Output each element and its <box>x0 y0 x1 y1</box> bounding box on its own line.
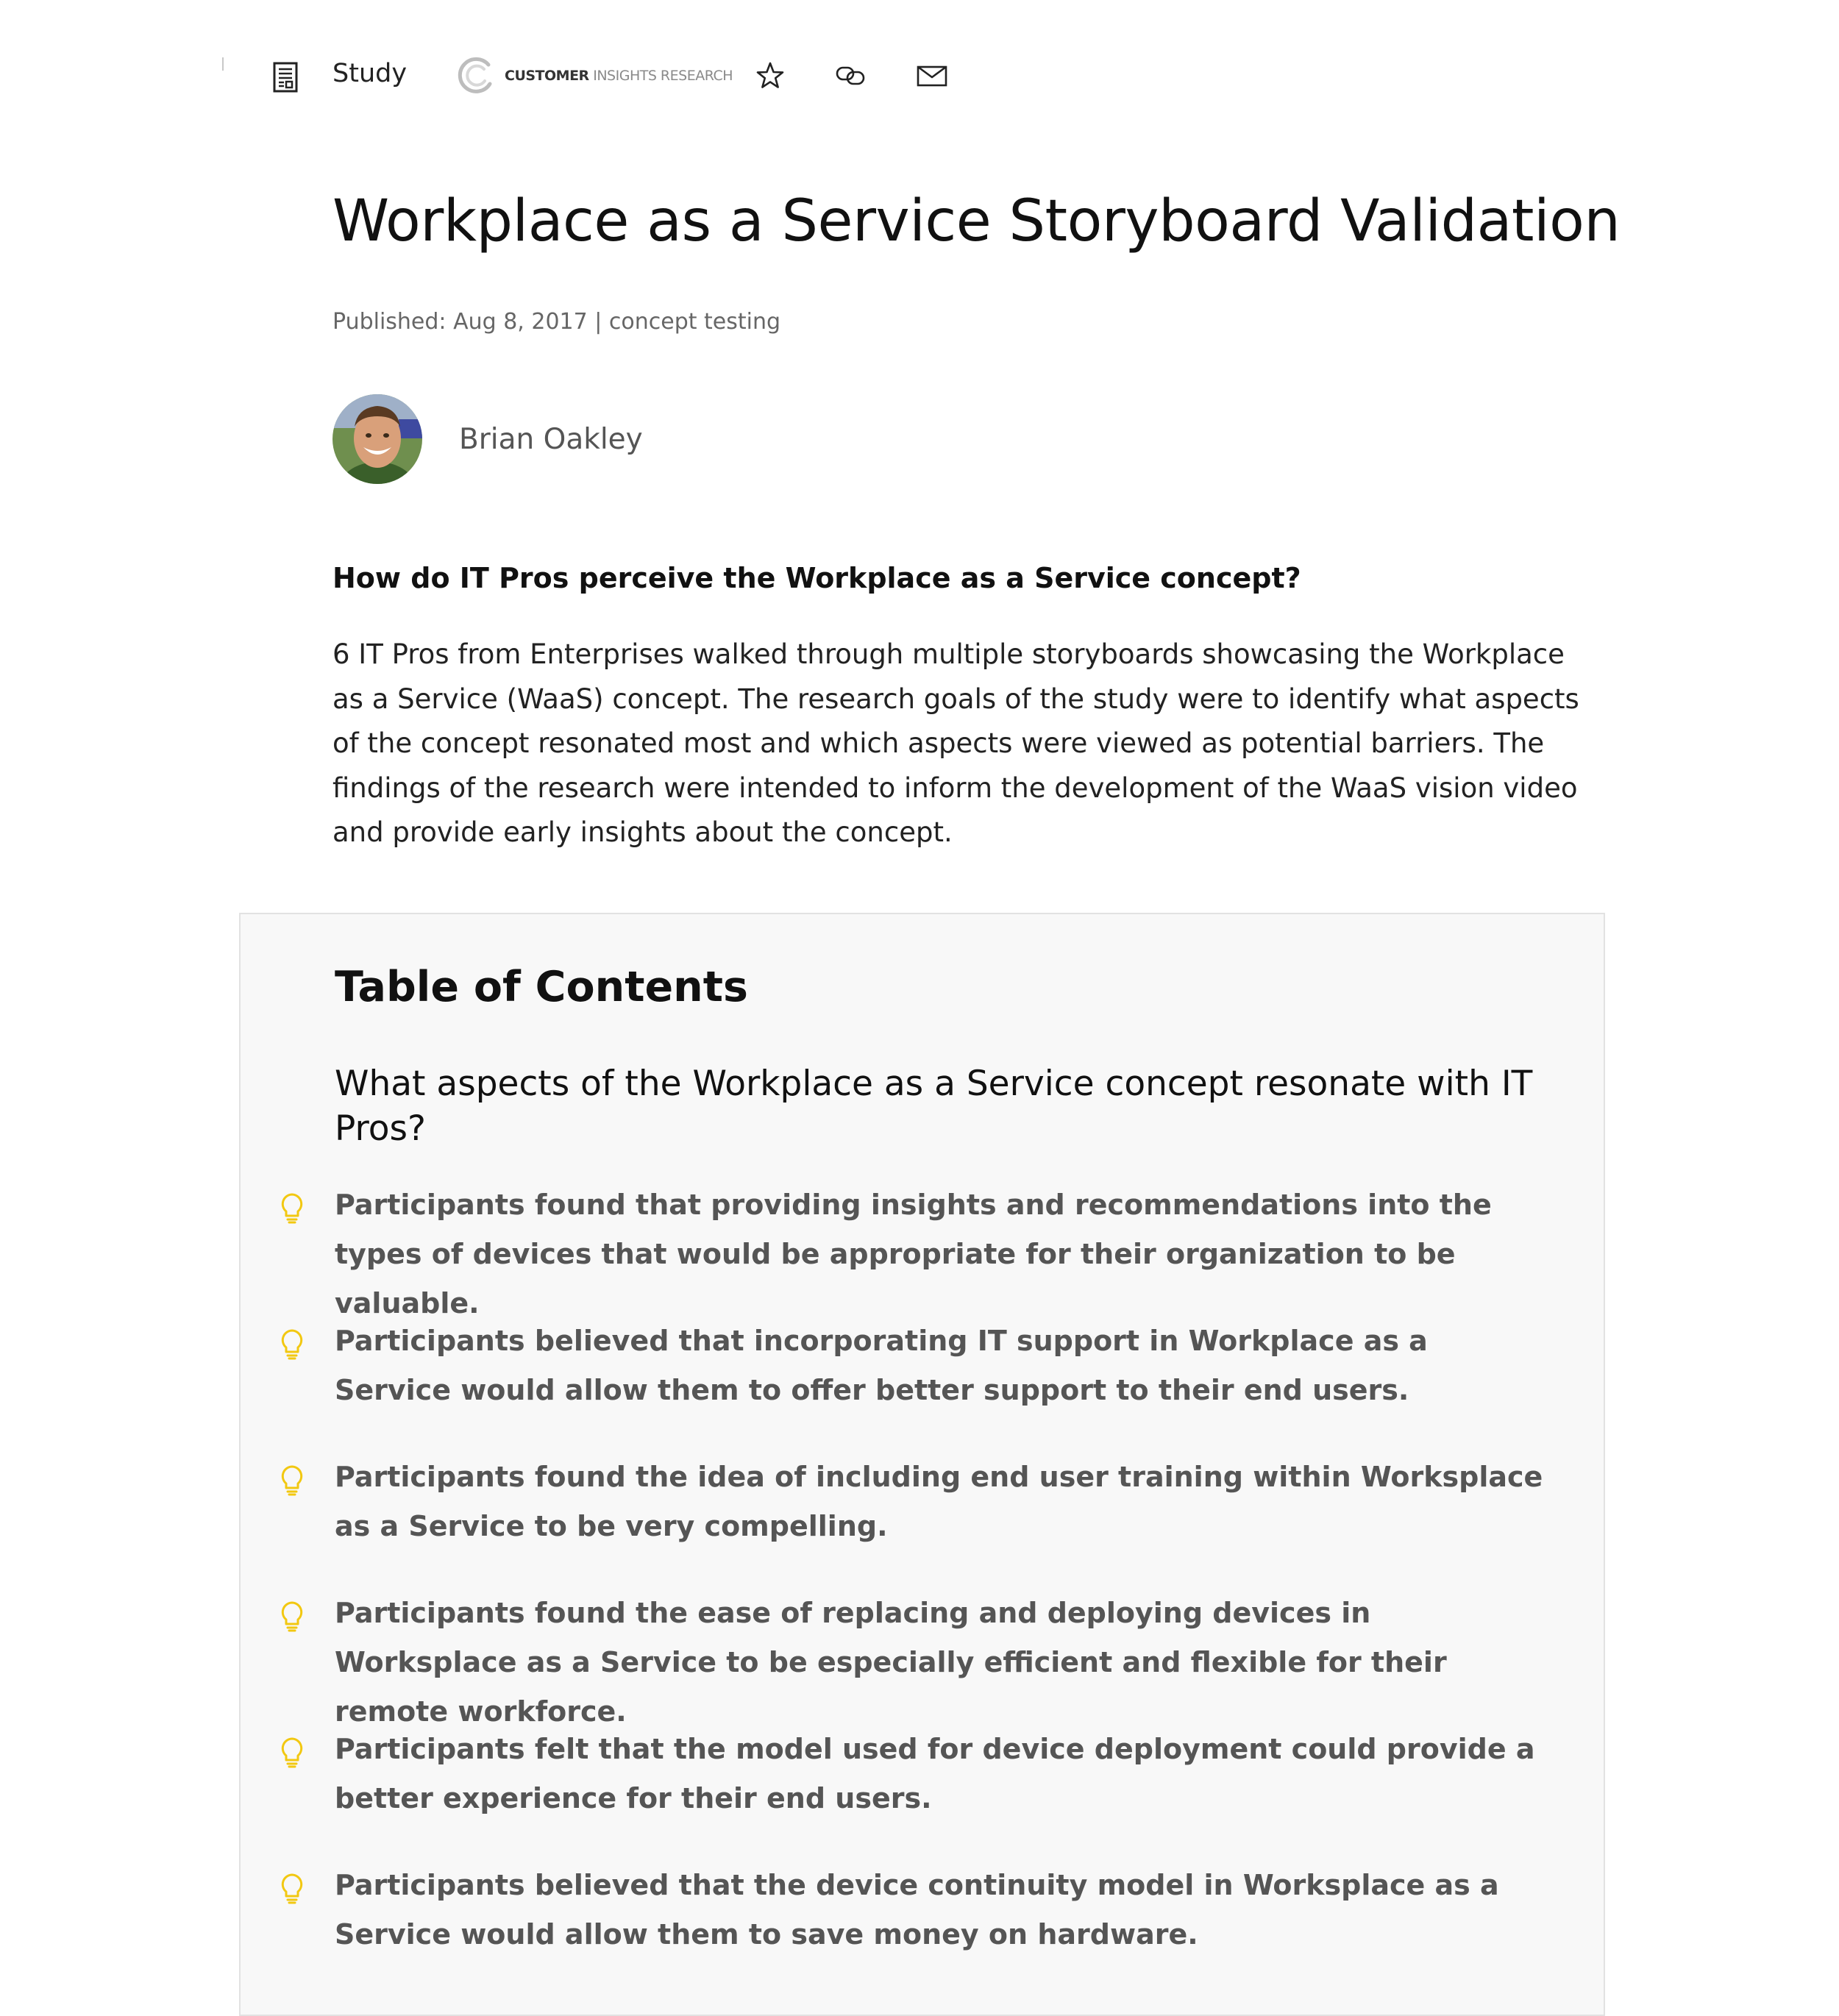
study-label: Study <box>332 59 408 88</box>
toolbar-divider <box>222 57 224 71</box>
toc-item[interactable] <box>241 1461 1604 1598</box>
toc-item-text: Participants believed that the device continuity model in Worksplace as a Service would allow them to save money on hardware. <box>335 1869 1499 1951</box>
lightbulb-icon <box>279 1873 305 1905</box>
author-block[interactable] <box>332 394 643 484</box>
logo-swirl-icon <box>455 54 502 99</box>
toc-item-text: Participants found the ease of replacing and deploying devices in Worksplace as a Service to be especially efficient and flexible for their remote workforce. <box>335 1597 1447 1728</box>
lightbulb-icon <box>279 1464 305 1497</box>
star-icon <box>755 61 785 90</box>
toc-item[interactable] <box>241 1189 1604 1325</box>
link-icon <box>835 61 867 90</box>
published-meta: Published: Aug 8, 2017 | concept testing <box>332 309 781 335</box>
toc-item-text: Participants felt that the model used for device deployment could provide a better experience for their end users. <box>335 1733 1535 1814</box>
toc-list <box>241 1189 1604 2006</box>
copy-link-button[interactable] <box>831 56 871 96</box>
customer-insights-logo[interactable] <box>455 54 733 99</box>
toc-item[interactable] <box>241 1325 1604 1461</box>
lightbulb-icon <box>279 1737 305 1769</box>
page-title: Workplace as a Service Storyboard Validation <box>332 188 1621 254</box>
avatar <box>332 394 422 484</box>
logo-text-bold: CUSTOMER <box>505 68 589 84</box>
intro-paragraph: 6 IT Pros from Enterprises walked through multiple storyboards showcasing the Workplace as a Service (WaaS) concept. The research goals of the study were to identify what aspects of the concept resonated most and which aspects were viewed as potential barriers. The findings of the research were intended to inform the development of the WaaS vision video and provide early insights about the concept. <box>332 638 1579 848</box>
study-doc-icon <box>272 62 299 93</box>
toc-item-text: Participants believed that incorporating IT support in Workplace as a Service would allow them to offer better support to their end users. <box>335 1325 1428 1406</box>
lightbulb-icon <box>279 1192 305 1225</box>
toc-item-text: Participants found that providing insights and recommendations into the types of devices that would be appropriate for their organization to be valuable. <box>335 1189 1492 1319</box>
toc-item[interactable] <box>241 1870 1604 2006</box>
toc-section-heading[interactable]: What aspects of the Workplace as a Service concept resonate with IT Pros? <box>335 1064 1533 1149</box>
author-name[interactable]: Brian Oakley <box>459 422 643 456</box>
mail-icon <box>916 61 948 90</box>
toc-item-text: Participants found the idea of including end user training within Worksplace as a Service to be very compelling. <box>335 1461 1543 1542</box>
table-of-contents <box>239 913 1605 2016</box>
research-question: How do IT Pros perceive the Workplace as a Service concept? <box>332 562 1301 594</box>
lightbulb-icon <box>279 1328 305 1361</box>
toc-item[interactable] <box>241 1734 1604 1870</box>
favorite-button[interactable] <box>750 56 790 96</box>
toc-item[interactable] <box>241 1598 1604 1734</box>
toc-title: Table of Contents <box>335 963 748 1011</box>
logo-text <box>505 68 733 84</box>
logo-text-light: INSIGHTS RESEARCH <box>593 68 733 84</box>
email-share-button[interactable] <box>912 56 952 96</box>
lightbulb-icon <box>279 1600 305 1633</box>
